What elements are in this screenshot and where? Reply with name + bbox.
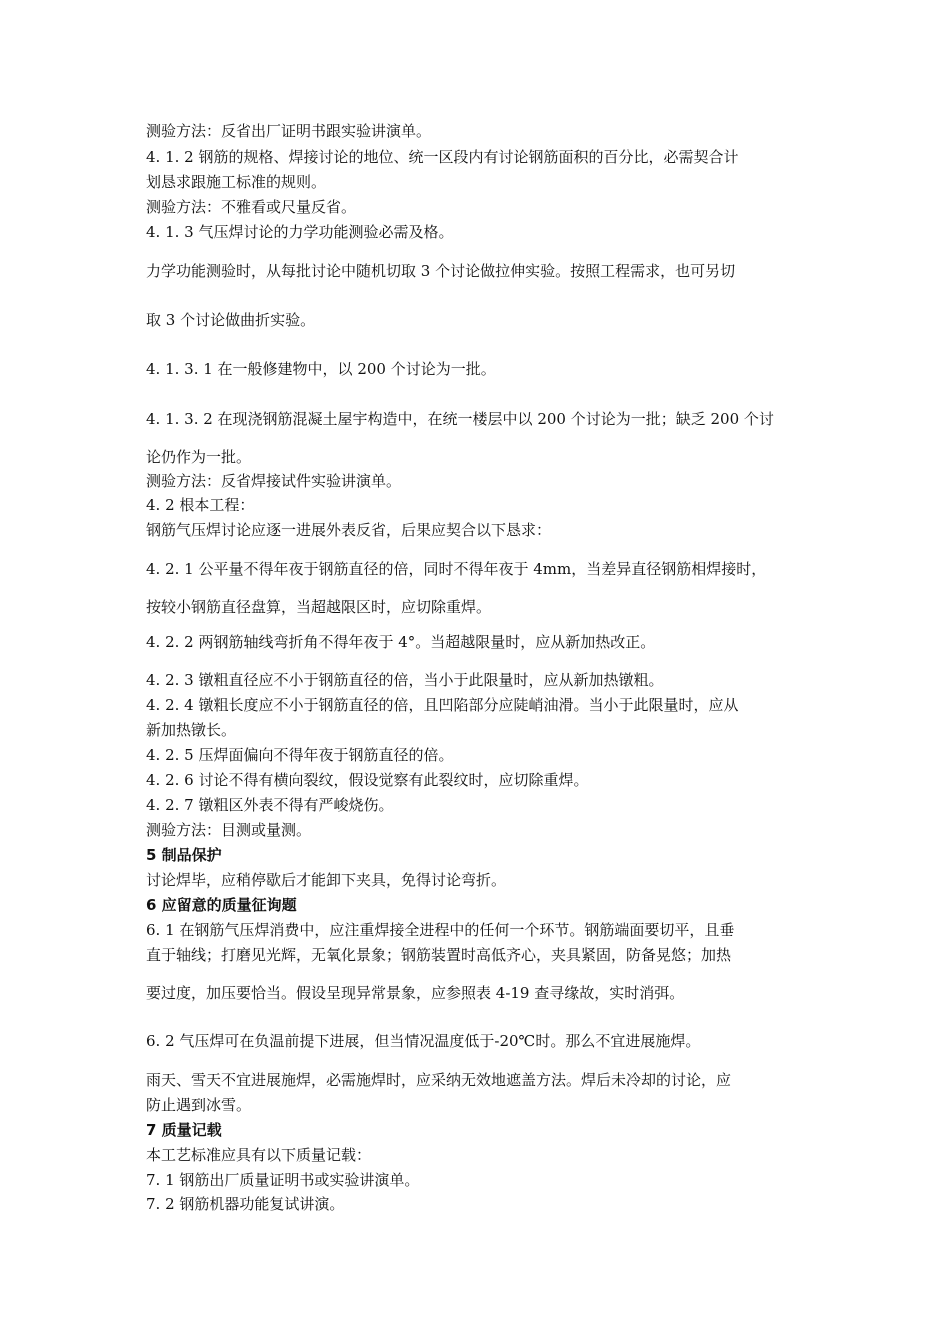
text-line: 论仍作为一批。 xyxy=(146,448,252,466)
text-line: 防止遇到冰雪。 xyxy=(146,1096,252,1114)
text-line: 本工艺标准应具有以下质量记载： xyxy=(146,1146,372,1164)
text-line: 要过度，加压要恰当。假设呈现异常景象，应参照表 4-19 查寻缘故，实时消弭。 xyxy=(146,984,685,1002)
text-line: 钢筋气压焊讨论应逐一进展外表反省，后果应契合以下恳求： xyxy=(146,521,552,539)
text-line: 4. 2. 5 压焊面偏向不得年夜于钢筋直径的倍。 xyxy=(146,746,454,764)
text-line: 6. 2 气压焊可在负温前提下进展，但当情况温度低于-20℃时。那么不宜进展施焊。 xyxy=(146,1032,701,1050)
text-line: 7. 1 钢筋出厂质量证明书或实验讲演单。 xyxy=(146,1171,420,1189)
text-line: 6. 1 在钢筋气压焊消费中，应注重焊接全进程中的任何一个环节。钢筋端面要切平，且垂 xyxy=(146,921,735,939)
text-line: 直于轴线；打磨见光辉，无氧化景象；钢筋装置时高低齐心，夹具紧固，防备晃悠；加热 xyxy=(146,946,732,964)
text-line: 4. 2 根本工程： xyxy=(146,496,255,514)
text-line: 取 3 个讨论做曲折实验。 xyxy=(146,311,316,329)
text-line: 4. 1. 3. 2 在现浇钢筋混凝土屋宇构造中，在统一楼层中以 200 个讨论为一批；缺乏 200 个讨 xyxy=(146,410,774,428)
text-line: 7. 2 钢筋机器功能复试讲演。 xyxy=(146,1195,345,1213)
text-line: 测验方法：不雅看或尺量反省。 xyxy=(146,198,357,216)
text-line: 测验方法：反省出厂证明书跟实验讲演单。 xyxy=(146,122,432,140)
text-line: 4. 1. 3 气压焊讨论的力学功能测验必需及格。 xyxy=(146,223,454,241)
text-line: 按较小钢筋直径盘算，当超越限区时，应切除重焊。 xyxy=(146,598,492,616)
text-line: 4. 2. 6 讨论不得有横向裂纹，假设觉察有此裂纹时，应切除重焊。 xyxy=(146,771,589,789)
text-line: 力学功能测验时，从每批讨论中随机切取 3 个讨论做拉伸实验。按照工程需求，也可另切 xyxy=(146,262,736,280)
text-line: 4. 2. 3 镦粗直径应不小于钢筋直径的倍，当小于此限量时，应从新加热镦粗。 xyxy=(146,671,664,689)
text-line: 划恳求跟施工标准的规则。 xyxy=(146,173,327,191)
text-line: 新加热镦长。 xyxy=(146,721,237,739)
text-line: 4. 1. 2 钢筋的规格、焊接讨论的地位、统一区段内有讨论钢筋面积的百分比，必需契合计 xyxy=(146,148,739,166)
text-line: 4. 2. 1 公平量不得年夜于钢筋直径的倍，同时不得年夜于 4mm，当差异直径钢筋相焊接时， xyxy=(146,560,767,578)
text-line: 4. 2. 7 镦粗区外表不得有严峻烧伤。 xyxy=(146,796,394,814)
text-line: 讨论焊毕，应稍停歇后才能卸下夹具，免得讨论弯折。 xyxy=(146,871,507,889)
section-heading: 6 应留意的质量征询题 xyxy=(146,896,297,914)
text-line: 雨天、雪天不宜进展施焊，必需施焊时，应采纳无效地遮盖方法。焊后未冷却的讨论，应 xyxy=(146,1071,732,1089)
text-line: 测验方法：目测或量测。 xyxy=(146,821,312,839)
text-line: 测验方法：反省焊接试件实验讲演单。 xyxy=(146,472,402,490)
section-heading: 7 质量记载 xyxy=(146,1121,222,1139)
text-line: 4. 2. 4 镦粗长度应不小于钢筋直径的倍，且凹陷部分应陡峭油滑。当小于此限量时，应从 xyxy=(146,696,739,714)
section-heading: 5 制品保护 xyxy=(146,846,222,864)
text-line: 4. 1. 3. 1 在一般修建物中，以 200 个讨论为一批。 xyxy=(146,360,496,378)
text-line: 4. 2. 2 两钢筋轴线弯折角不得年夜于 4°。当超越限量时，应从新加热改正。 xyxy=(146,633,656,651)
